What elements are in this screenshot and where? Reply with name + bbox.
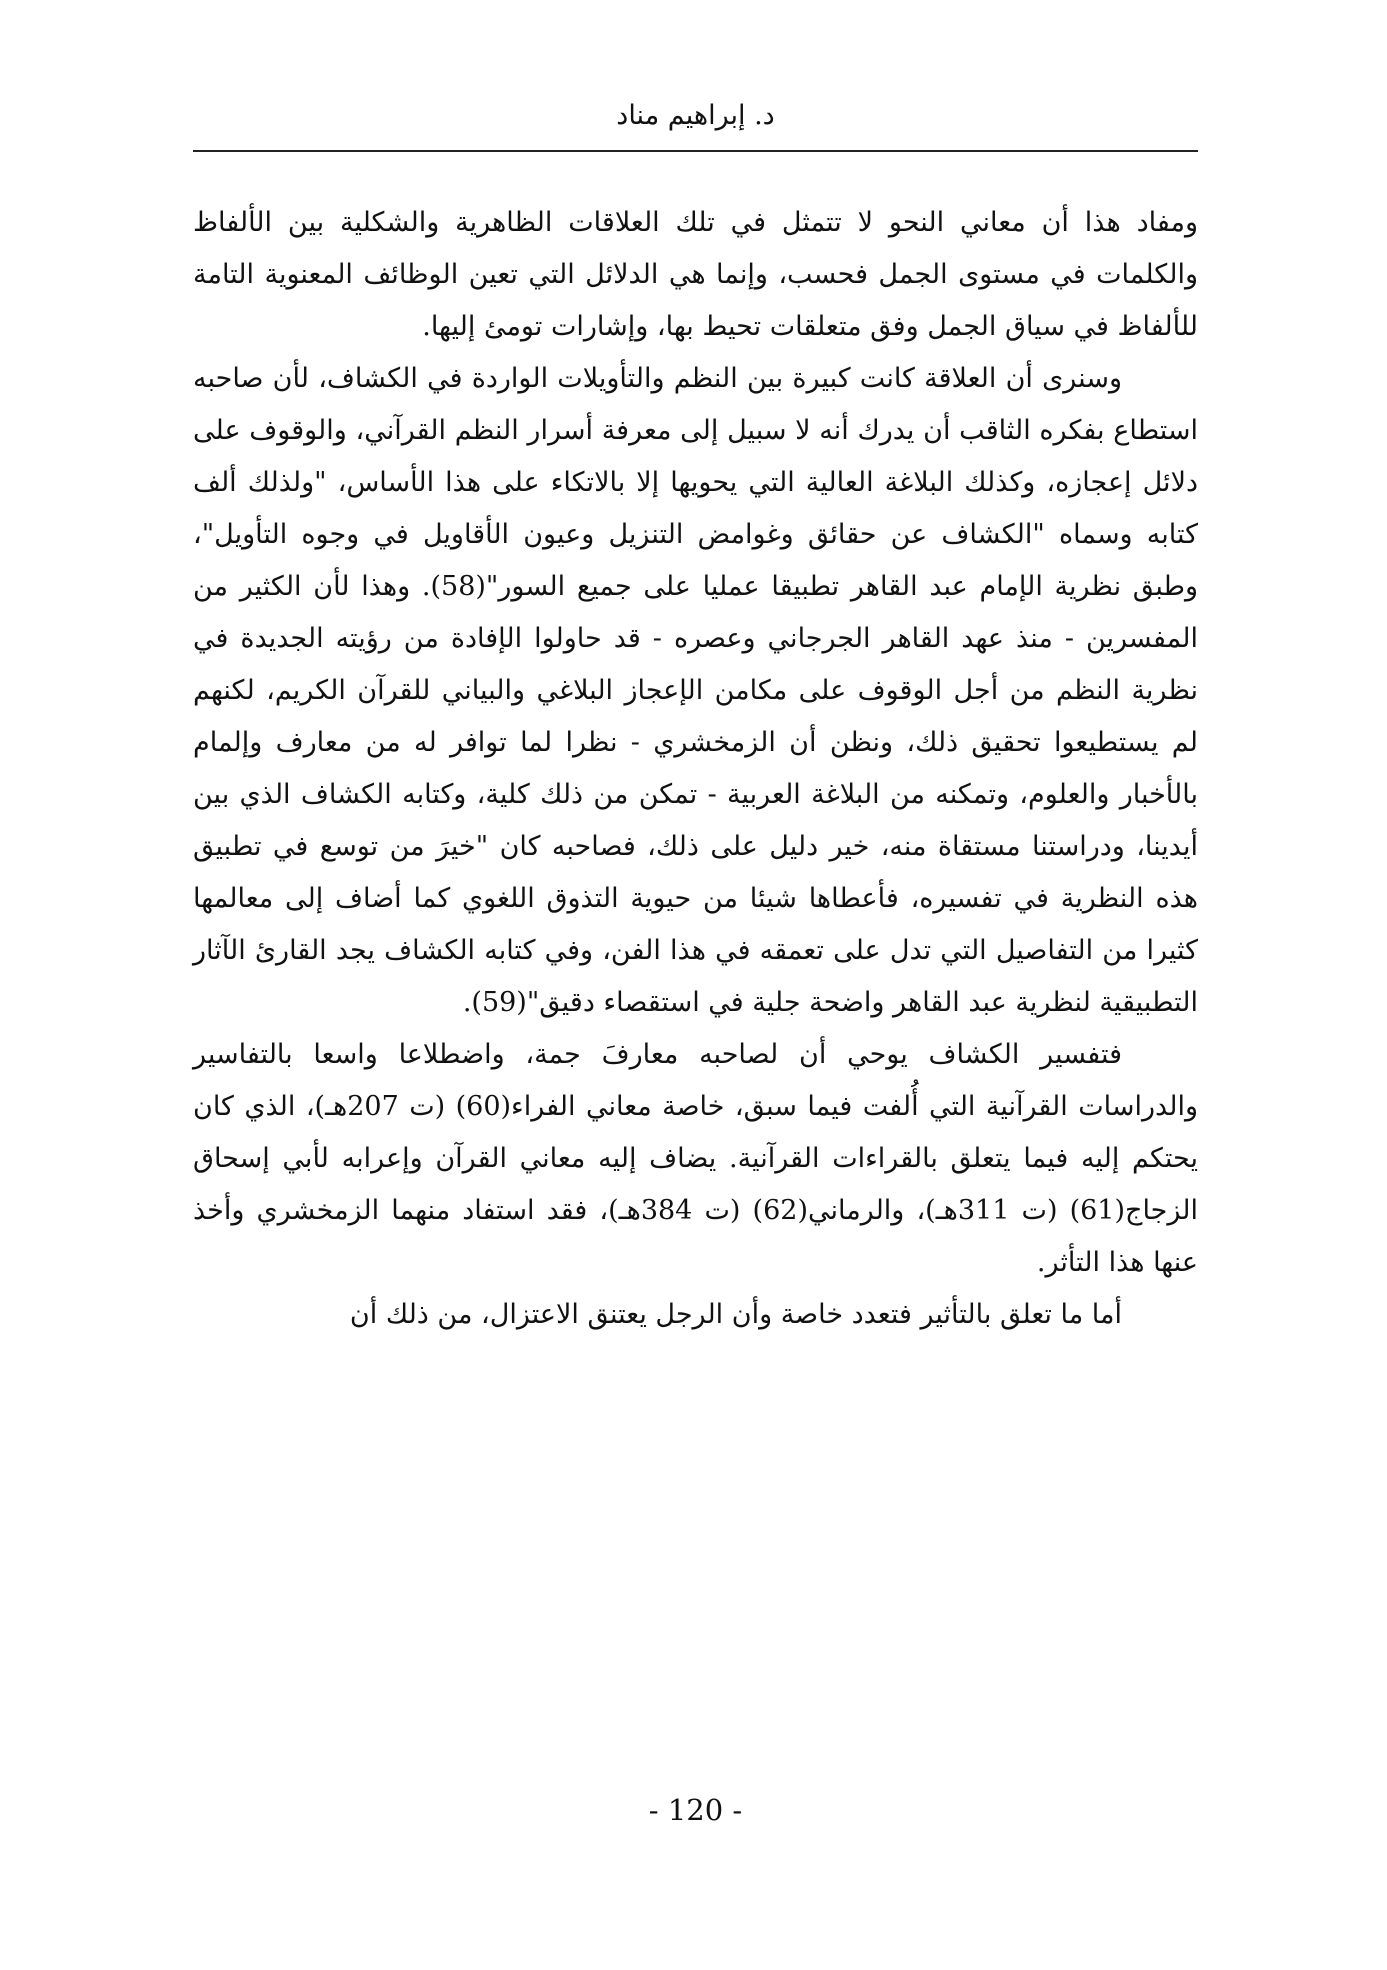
header-rule: [193, 150, 1198, 152]
page-number: - 120 -: [648, 1793, 743, 1827]
running-head-author: د. إبراهيم مناد: [616, 100, 775, 131]
paragraph: وسنرى أن العلاقة كانت كبيرة بين النظم والتأويلات الواردة في الكشاف، لأن صاحبه استطاع بفكره الثاقب أن يدرك أنه لا سبيل إلى معرفة أسرار النظم القرآني، والوقوف على دلائل إعجازه، وكذلك البلاغة العالية التي يحويها إلا بالاتكاء على هذا الأساس، "ولذلك ألف كتابه وسماه "الكشاف عن حقائق وغوامض التنزيل وعيون الأقاويل في وجوه التأويل"، وطبق نظرية الإمام عبد القاهر تطبيقا عمليا على جميع السور"(58). وهذا لأن الكثير من المفسرين - منذ عهد القاهر الجرجاني وعصره - قد حاولوا الإفادة من رؤيته الجديدة في نظرية النظم من أجل الوقوف على مكامن الإعجاز البلاغي والبياني للقرآن الكريم، لكنهم لم يستطيعوا تحقيق ذلك، ونظن أن الزمخشري - نظرا لما توافر له من معارف وإلمام بالأخبار والعلوم، وتمكنه من البلاغة العربية - تمكن من ذلك كلية، وكتابه الكشاف الذي بين أيدينا، ودراستنا مستقاة منه، خير دليل على ذلك، فصاحبه كان "خيرَ من توسع في تطبيق هذه النظرية في تفسيره، فأعطاها شيئا من حيوية التذوق اللغوي كما أضاف إلى معالمها كثيرا من التفاصيل التي تدل على تعمقه في هذا الفن، وفي كتابه الكشاف يجد القارئ الآثار التطبيقية لنظرية عبد القاهر واضحة جلية في استقصاء دقيق"(59).: [193, 363, 1198, 1018]
paragraph: ومفاد هذا أن معاني النحو لا تتمثل في تلك العلاقات الظاهرية والشكلية بين الألفاظ والكلمات في مستوى الجمل فحسب، وإنما هي الدلائل التي تعين الوظائف المعنوية التامة للألفاظ في سياق الجمل وفق متعلقات تحيط بها، وإشارات تومئ إليها.: [193, 207, 1198, 342]
body-text: [193, 197, 1198, 1341]
paragraph: فتفسير الكشاف يوحي أن لصاحبه معارفَ جمة، واضطلاعا واسعا بالتفاسير والدراسات القرآنية التي أُلفت فيما سبق، خاصة معاني الفراء(60) (ت 207هـ)، الذي كان يحتكم إليه فيما يتعلق بالقراءات القرآنية. يضاف إليه معاني القرآن وإعرابه لأبي إسحاق الزجاج(61) (ت 311هـ)، والرماني(62) (ت 384هـ)، فقد استفاد منهما الزمخشري وأخذ عنها هذا التأثر.: [193, 1039, 1198, 1278]
paragraph: أما ما تعلق بالتأثير فتعدد خاصة وأن الرجل يعتنق الاعتزال، من ذلك أن: [349, 1299, 1122, 1330]
